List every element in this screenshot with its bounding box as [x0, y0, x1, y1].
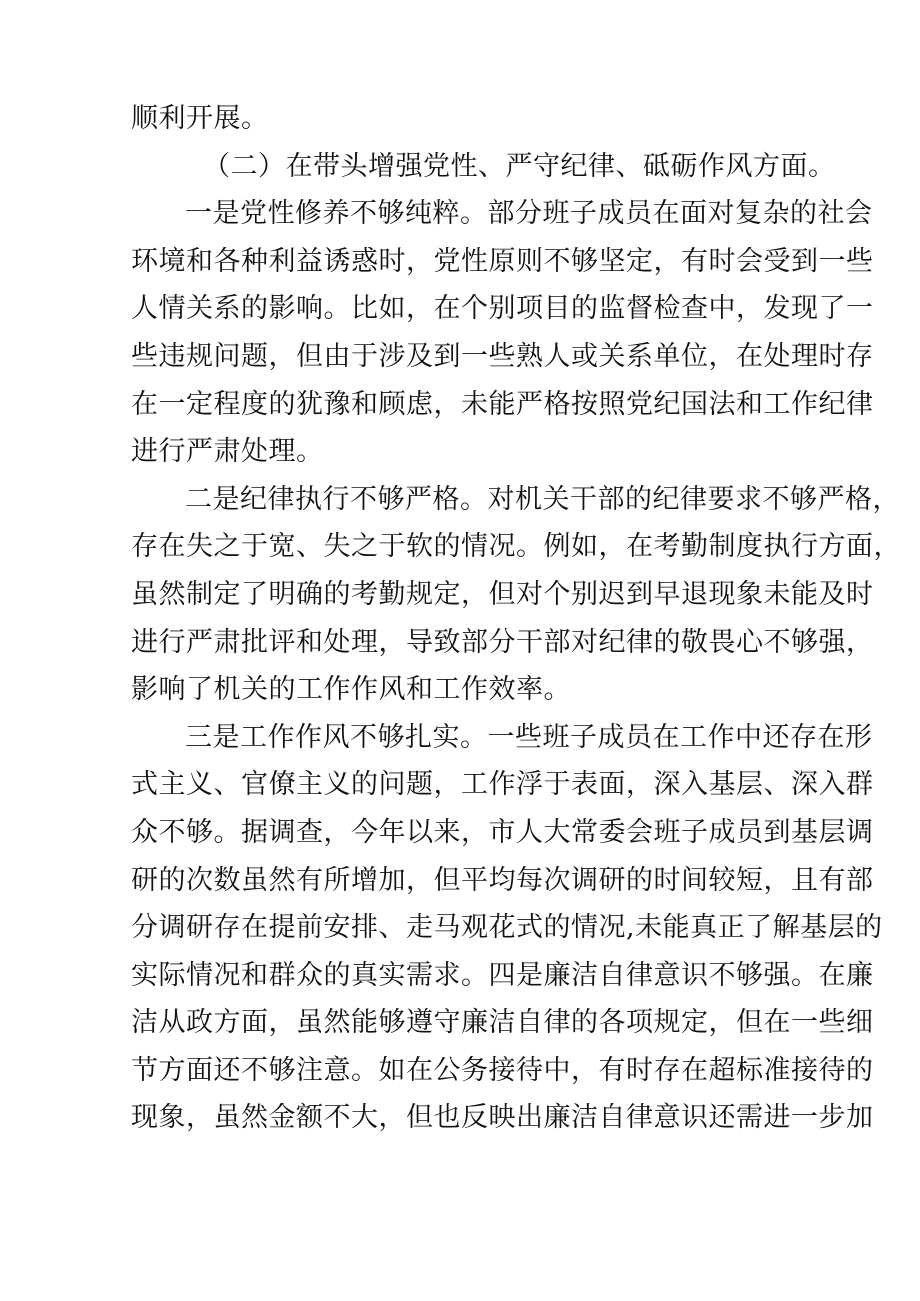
- paragraph-line: 进行严肃批评和处理，导致部分干部对纪律的敬畏心不够强，: [131, 626, 874, 658]
- paragraph-line: 三是工作作风不够扎实。一些班子成员在工作中还存在形: [185, 721, 873, 753]
- paragraph-line: 众不够。据调查，今年以来，市人大常委会班子成员到基层调: [131, 816, 874, 848]
- paragraph-line: 顺利开展。: [131, 103, 269, 134]
- paragraph-line: 人情关系的影响。比如，在个别项目的监督检查中，发现了一: [131, 293, 874, 325]
- paragraph-line: 虽然制定了明确的考勤规定，但对个别迟到早退现象未能及时: [131, 578, 874, 610]
- paragraph-line: 二是纪律执行不够严格。对机关干部的纪律要求不够严格，: [185, 483, 900, 515]
- paragraph-line: 实际情况和群众的真实需求。四是廉洁自律意识不够强。在廉: [131, 959, 874, 991]
- paragraph-line: 一是党性修养不够纯粹。部分班子成员在面对复杂的社会: [185, 198, 873, 230]
- paragraph-line: 式主义、官僚主义的问题，工作浮于表面，深入基层、深入群: [131, 769, 874, 801]
- paragraph-line: 洁从政方面，虽然能够遵守廉洁自律的各项规定，但在一些细: [131, 1007, 874, 1039]
- paragraph-line: 分调研存在提前安排、走马观花式的情况,未能真正了解基层的: [131, 912, 883, 944]
- document-body: [131, 95, 901, 1142]
- paragraph-line: 些违规问题，但由于涉及到一些熟人或关系单位，在处理时存: [131, 340, 874, 372]
- paragraph-line: 研的次数虽然有所增加，但平均每次调研的时间较短，且有部: [131, 864, 874, 896]
- section-heading: （二）在带头增强党性、严守纪律、砥砺作风方面。: [203, 150, 836, 182]
- paragraph-line: 影响了机关的工作作风和工作效率。: [131, 674, 571, 706]
- paragraph-line: 环境和各种利益诱惑时，党性原则不够坚定，有时会受到一些: [131, 245, 874, 277]
- paragraph-line: 节方面还不够注意。如在公务接待中，有时存在超标准接待的: [131, 1054, 874, 1086]
- paragraph-line: 在一定程度的犹豫和顾虑，未能严格按照党纪国法和工作纪律: [131, 388, 874, 420]
- paragraph-line: 现象，虽然金额不大，但也反映出廉洁自律意识还需进一步加: [131, 1102, 874, 1134]
- paragraph-line: 存在失之于宽、失之于软的情况。例如，在考勤制度执行方面，: [131, 531, 901, 563]
- paragraph-line: 进行严肃处理。: [131, 436, 324, 468]
